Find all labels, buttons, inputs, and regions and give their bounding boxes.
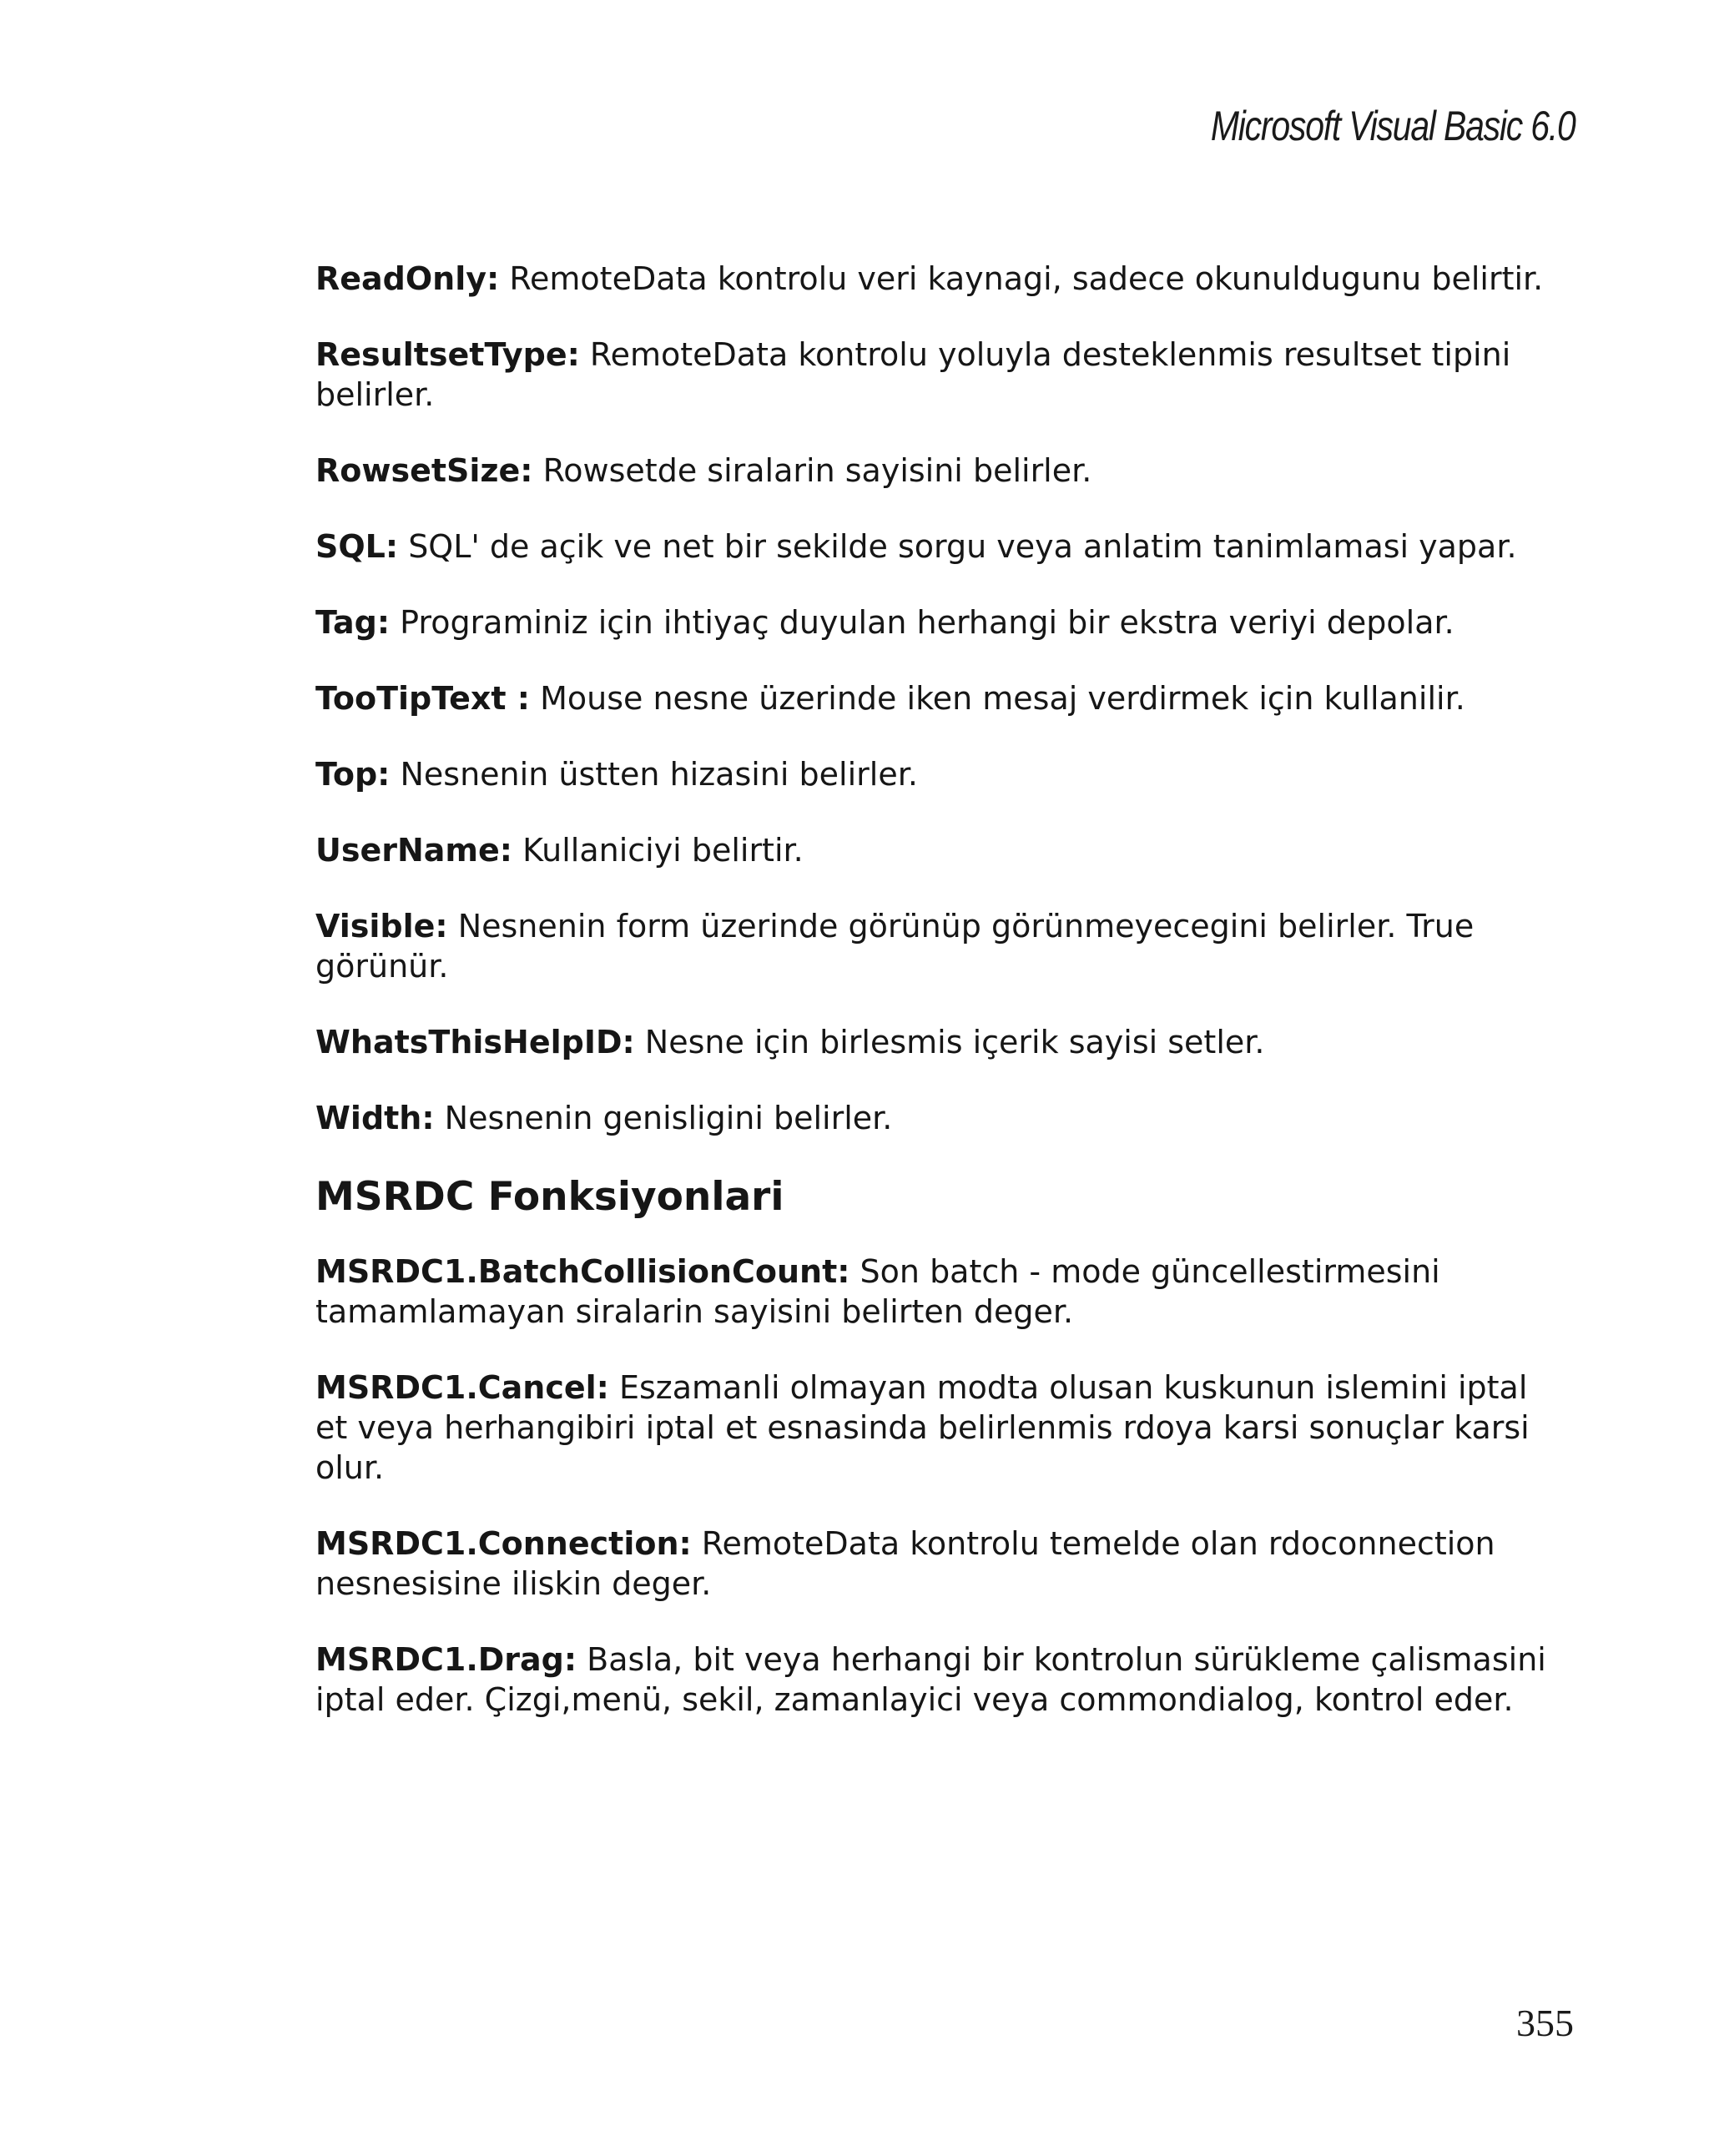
- page-number: 355: [1516, 2002, 1574, 2044]
- running-header-title: Microsoft Visual Basic 6.0: [1211, 103, 1575, 149]
- property-term: Top:: [315, 756, 391, 793]
- property-term: SQL:: [315, 528, 399, 565]
- property-description: Rowsetde siralarin sayisini belirler.: [542, 452, 1092, 489]
- property-term: WhatsThisHelpID:: [315, 1024, 635, 1060]
- property-entry-width: [315, 1098, 1567, 1138]
- property-term: Visible:: [315, 908, 448, 945]
- property-term: TooTipText :: [315, 680, 530, 717]
- function-entry-drag: [315, 1640, 1567, 1720]
- function-term: MSRDC1.Drag:: [315, 1641, 577, 1678]
- property-description: Kullaniciyi belirtir.: [522, 832, 804, 869]
- property-entry-whatsthishelpid: [315, 1022, 1567, 1062]
- document-body: [315, 259, 1567, 1756]
- function-entry-cancel: [315, 1368, 1567, 1488]
- property-description: RemoteData kontrolu yoluyla desteklenmis resultset tipini belirler.: [315, 336, 1511, 413]
- property-entry-readonly: [315, 259, 1567, 299]
- property-description: Mouse nesne üzerinde iken mesaj verdirmek için kullanilir.: [540, 680, 1465, 717]
- function-description: RemoteData kontrolu temelde olan rdoconnection nesnesisine iliskin deger.: [315, 1525, 1495, 1602]
- property-entry-tag: [315, 602, 1567, 642]
- function-term: MSRDC1.Cancel:: [315, 1369, 609, 1406]
- property-entry-visible: [315, 906, 1567, 986]
- property-description: SQL' de açik ve net bir sekilde sorgu veya anlatim tanimlamasi yapar.: [408, 528, 1517, 565]
- function-description: Basla, bit veya herhangi bir kontrolun sürükleme çalismasini iptal eder. Çizgi,menü, sekil, zamanlayici veya commondialog, kontrol eder.: [315, 1641, 1546, 1718]
- property-description: Nesnenin form üzerinde görünüp görünmeyecegini belirler. True görünür.: [315, 908, 1475, 985]
- property-entry-username: [315, 830, 1567, 870]
- property-entry-resultsettype: [315, 335, 1567, 415]
- property-description: Programiniz için ihtiyaç duyulan herhangi bir ekstra veriyi depolar.: [400, 604, 1454, 641]
- function-term: MSRDC1.BatchCollisionCount:: [315, 1253, 850, 1290]
- property-entry-tooltiptext: [315, 678, 1567, 718]
- function-entry-connection: [315, 1524, 1567, 1604]
- function-entry-batchcollisioncount: [315, 1252, 1567, 1332]
- property-term: ReadOnly:: [315, 260, 500, 297]
- property-term: Tag:: [315, 604, 391, 641]
- property-term: RowsetSize:: [315, 452, 533, 489]
- property-term: UserName:: [315, 832, 512, 869]
- property-term: Width:: [315, 1100, 435, 1136]
- property-description: Nesnenin üstten hizasini belirler.: [400, 756, 918, 793]
- function-description: Eszamanli olmayan modta olusan kuskunun islemini iptal et veya herhangibiri iptal et esnasinda belirlenmis rdoya karsi sonuçlar karsi olur.: [315, 1369, 1530, 1486]
- function-description: Son batch - mode güncellestirmesini tamamlamayan siralarin sayisini belirten deger.: [315, 1253, 1440, 1330]
- property-entry-sql: [315, 526, 1567, 567]
- section-heading: MSRDC Fonksiyonlari: [315, 1174, 784, 1220]
- property-entry-rowsetsize: [315, 451, 1567, 491]
- property-description: Nesne için birlesmis içerik sayisi setler.: [644, 1024, 1265, 1060]
- property-entry-top: [315, 754, 1567, 794]
- property-description: RemoteData kontrolu veri kaynagi, sadece okunuldugunu belirtir.: [509, 260, 1544, 297]
- function-term: MSRDC1.Connection:: [315, 1525, 692, 1562]
- property-term: ResultsetType:: [315, 336, 580, 373]
- property-description: Nesnenin genisligini belirler.: [444, 1100, 893, 1136]
